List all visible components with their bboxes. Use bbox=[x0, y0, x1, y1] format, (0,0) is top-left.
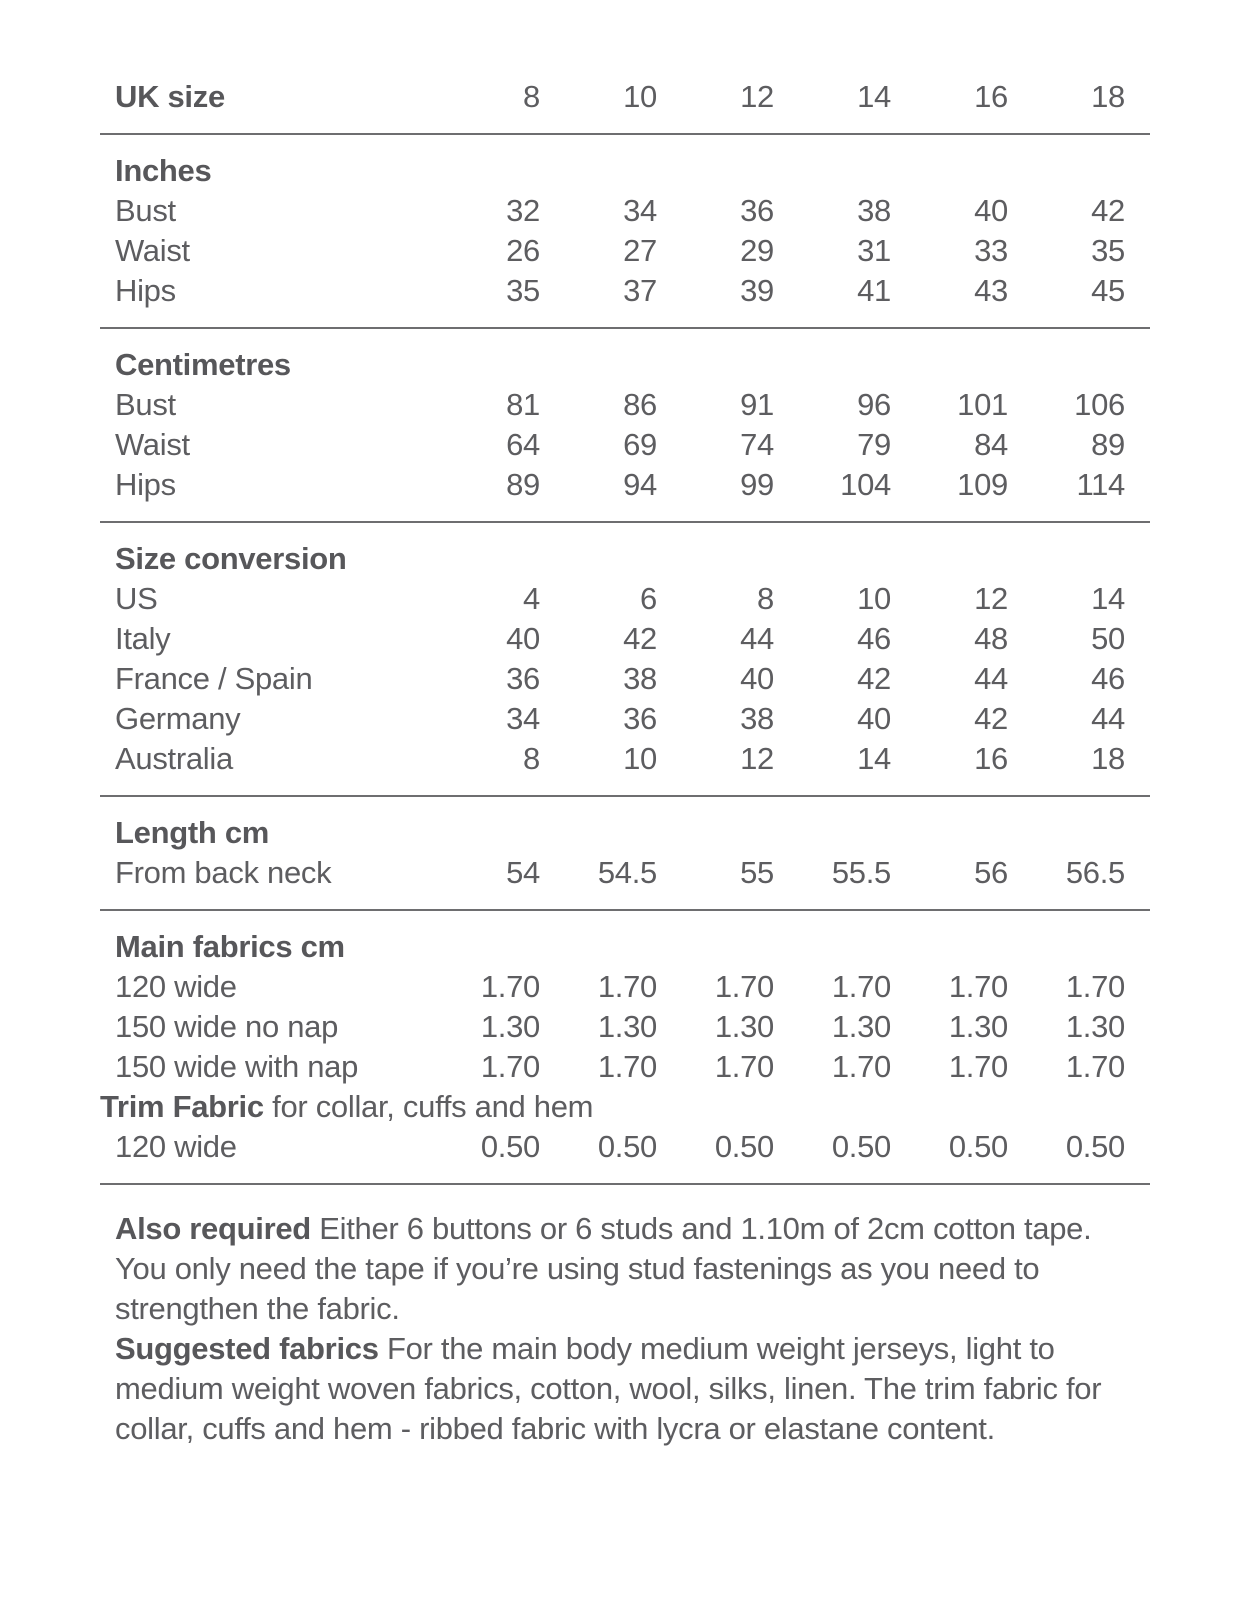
section-title-row bbox=[100, 151, 1150, 191]
cell-value: 81 bbox=[506, 387, 540, 422]
cell-value: 1.70 bbox=[714, 1049, 774, 1084]
row-label: Waist bbox=[115, 427, 190, 462]
cell-value: 39 bbox=[740, 273, 774, 308]
cell-value: 1.30 bbox=[831, 1009, 891, 1044]
cell-value: 14 bbox=[1091, 581, 1125, 616]
cell-value: 6 bbox=[640, 581, 657, 616]
cell-value: 1.70 bbox=[831, 969, 891, 1004]
cell-value: 10 bbox=[623, 741, 657, 776]
uk-size-header-row bbox=[100, 77, 1150, 117]
cell-value: 1.70 bbox=[597, 1049, 657, 1084]
uk-size-value: 10 bbox=[623, 79, 657, 114]
cell-value: 55 bbox=[740, 855, 774, 890]
cell-value: 1.70 bbox=[714, 969, 774, 1004]
cell-value: 26 bbox=[506, 233, 540, 268]
cell-value: 4 bbox=[523, 581, 540, 616]
table-row bbox=[100, 853, 1150, 893]
row-label: 120 wide bbox=[115, 1129, 237, 1164]
section-length-cm bbox=[100, 813, 1150, 893]
row-label: From back neck bbox=[115, 855, 332, 890]
cell-value: 1.30 bbox=[1065, 1009, 1125, 1044]
cell-value: 86 bbox=[623, 387, 657, 422]
row-label: Hips bbox=[115, 467, 176, 502]
uk-size-value: 16 bbox=[974, 79, 1008, 114]
cell-value: 94 bbox=[623, 467, 657, 502]
cell-value: 8 bbox=[523, 741, 540, 776]
table-row bbox=[100, 739, 1150, 779]
cell-value: 40 bbox=[974, 193, 1008, 228]
trim-fabric-note-row bbox=[100, 1087, 1150, 1127]
cell-value: 0.50 bbox=[948, 1129, 1008, 1164]
row-label: France / Spain bbox=[115, 661, 313, 696]
cell-value: 1.30 bbox=[948, 1009, 1008, 1044]
cell-value: 64 bbox=[506, 427, 540, 462]
table-row bbox=[100, 659, 1150, 699]
row-label: 150 wide with nap bbox=[115, 1049, 359, 1084]
table-row bbox=[100, 1047, 1150, 1087]
cell-value: 89 bbox=[1091, 427, 1125, 462]
table-row bbox=[100, 191, 1150, 231]
cell-value: 106 bbox=[1074, 387, 1125, 422]
cell-value: 42 bbox=[974, 701, 1008, 736]
cell-value: 45 bbox=[1091, 273, 1125, 308]
divider-rule bbox=[100, 133, 1150, 135]
cell-value: 56.5 bbox=[1065, 855, 1125, 890]
cell-value: 40 bbox=[857, 701, 891, 736]
table-row bbox=[100, 967, 1150, 1007]
row-label: 120 wide bbox=[115, 969, 237, 1004]
table-row bbox=[100, 1007, 1150, 1047]
cell-value: 31 bbox=[857, 233, 891, 268]
cell-value: 101 bbox=[957, 387, 1008, 422]
cell-value: 8 bbox=[757, 581, 774, 616]
section-title: Inches bbox=[115, 153, 212, 188]
cell-value: 55.5 bbox=[831, 855, 891, 890]
table-row bbox=[100, 385, 1150, 425]
divider-rule bbox=[100, 909, 1150, 911]
cell-value: 1.70 bbox=[948, 1049, 1008, 1084]
cell-value: 0.50 bbox=[714, 1129, 774, 1164]
section-main-fabrics-cm bbox=[100, 927, 1150, 1167]
cell-value: 79 bbox=[857, 427, 891, 462]
note-lead: Also required bbox=[115, 1211, 311, 1246]
row-label: Germany bbox=[115, 701, 241, 736]
cell-value: 38 bbox=[623, 661, 657, 696]
cell-value: 54.5 bbox=[597, 855, 657, 890]
cell-value: 1.70 bbox=[1065, 969, 1125, 1004]
cell-value: 36 bbox=[623, 701, 657, 736]
note-body: For the main body medium weight jerseys, light to medium weight woven fabrics, cotton, wool, silks, linen. The trim fabric for collar, cuffs and hem - ribbed fabric with lycra or elastane content. bbox=[115, 1331, 1102, 1446]
row-label: 150 wide no nap bbox=[115, 1009, 339, 1044]
section-title: Centimetres bbox=[115, 347, 291, 382]
cell-value: 0.50 bbox=[480, 1129, 540, 1164]
cell-value: 46 bbox=[857, 621, 891, 656]
uk-size-value: 18 bbox=[1091, 79, 1125, 114]
cell-value: 91 bbox=[740, 387, 774, 422]
divider-rule bbox=[100, 1183, 1150, 1185]
cell-value: 0.50 bbox=[1065, 1129, 1125, 1164]
section-inches bbox=[100, 151, 1150, 311]
table-row bbox=[100, 699, 1150, 739]
cell-value: 69 bbox=[623, 427, 657, 462]
note-lead: Suggested fabrics bbox=[115, 1331, 379, 1366]
cell-value: 16 bbox=[974, 741, 1008, 776]
cell-value: 36 bbox=[506, 661, 540, 696]
row-label: Bust bbox=[115, 387, 176, 422]
cell-value: 37 bbox=[623, 273, 657, 308]
note-paragraph-suggested-fabrics bbox=[115, 1329, 1120, 1449]
section-centimetres bbox=[100, 345, 1150, 505]
cell-value: 33 bbox=[974, 233, 1008, 268]
section-title: Length cm bbox=[115, 815, 270, 850]
cell-value: 38 bbox=[740, 701, 774, 736]
cell-value: 1.30 bbox=[480, 1009, 540, 1044]
uk-size-value: 14 bbox=[857, 79, 891, 114]
row-label: Australia bbox=[115, 741, 233, 776]
cell-value: 89 bbox=[506, 467, 540, 502]
cell-value: 27 bbox=[623, 233, 657, 268]
cell-value: 1.70 bbox=[1065, 1049, 1125, 1084]
row-label: US bbox=[115, 581, 158, 616]
cell-value: 74 bbox=[740, 427, 774, 462]
cell-value: 96 bbox=[857, 387, 891, 422]
table-row bbox=[100, 271, 1150, 311]
cell-value: 109 bbox=[957, 467, 1008, 502]
cell-value: 40 bbox=[740, 661, 774, 696]
cell-value: 42 bbox=[623, 621, 657, 656]
section-title: Size conversion bbox=[115, 541, 347, 576]
cell-value: 43 bbox=[974, 273, 1008, 308]
cell-value: 12 bbox=[974, 581, 1008, 616]
cell-value: 44 bbox=[1091, 701, 1125, 736]
cell-value: 54 bbox=[506, 855, 540, 890]
cell-value: 99 bbox=[740, 467, 774, 502]
cell-value: 32 bbox=[506, 193, 540, 228]
cell-value: 34 bbox=[623, 193, 657, 228]
row-label: Italy bbox=[115, 621, 171, 656]
cell-value: 14 bbox=[857, 741, 891, 776]
section-title-row bbox=[100, 345, 1150, 385]
cell-value: 1.70 bbox=[831, 1049, 891, 1084]
table-row bbox=[100, 1127, 1150, 1167]
cell-value: 35 bbox=[506, 273, 540, 308]
divider-rule bbox=[100, 521, 1150, 523]
cell-value: 48 bbox=[974, 621, 1008, 656]
uk-size-label: UK size bbox=[115, 79, 225, 114]
cell-value: 42 bbox=[857, 661, 891, 696]
cell-value: 38 bbox=[857, 193, 891, 228]
cell-value: 29 bbox=[740, 233, 774, 268]
divider-rule bbox=[100, 795, 1150, 797]
cell-value: 46 bbox=[1091, 661, 1125, 696]
cell-value: 41 bbox=[857, 273, 891, 308]
cell-value: 34 bbox=[506, 701, 540, 736]
cell-value: 50 bbox=[1091, 621, 1125, 656]
table-row bbox=[100, 465, 1150, 505]
cell-value: 1.30 bbox=[597, 1009, 657, 1044]
cell-value: 40 bbox=[506, 621, 540, 656]
table-sections bbox=[100, 151, 1150, 1185]
cell-value: 44 bbox=[974, 661, 1008, 696]
section-title-row bbox=[100, 927, 1150, 967]
row-label: Hips bbox=[115, 273, 176, 308]
cell-value: 1.30 bbox=[714, 1009, 774, 1044]
cell-value: 1.70 bbox=[480, 1049, 540, 1084]
note-paragraph-also-required bbox=[115, 1209, 1120, 1329]
table-row bbox=[100, 231, 1150, 271]
uk-size-value: 8 bbox=[523, 79, 540, 114]
cell-value: 0.50 bbox=[597, 1129, 657, 1164]
trim-fabric-label: Trim Fabric bbox=[100, 1089, 264, 1124]
trim-fabric-text: for collar, cuffs and hem bbox=[272, 1089, 594, 1124]
cell-value: 1.70 bbox=[597, 969, 657, 1004]
section-title-row bbox=[100, 539, 1150, 579]
cell-value: 104 bbox=[840, 467, 891, 502]
section-title: Main fabrics cm bbox=[115, 929, 345, 964]
row-label: Waist bbox=[115, 233, 190, 268]
cell-value: 18 bbox=[1091, 741, 1125, 776]
notes-paragraphs bbox=[115, 1209, 1120, 1449]
row-label: Bust bbox=[115, 193, 176, 228]
cell-value: 42 bbox=[1091, 193, 1125, 228]
cell-value: 114 bbox=[1076, 467, 1125, 502]
cell-value: 1.70 bbox=[480, 969, 540, 1004]
section-size-conversion bbox=[100, 539, 1150, 779]
cell-value: 12 bbox=[740, 741, 774, 776]
cell-value: 56 bbox=[974, 855, 1008, 890]
table-row bbox=[100, 425, 1150, 465]
divider-rule bbox=[100, 327, 1150, 329]
cell-value: 44 bbox=[740, 621, 774, 656]
cell-value: 36 bbox=[740, 193, 774, 228]
cell-value: 10 bbox=[857, 581, 891, 616]
cell-value: 35 bbox=[1091, 233, 1125, 268]
table-row bbox=[100, 579, 1150, 619]
cell-value: 0.50 bbox=[831, 1129, 891, 1164]
section-title-row bbox=[100, 813, 1150, 853]
cell-value: 1.70 bbox=[948, 969, 1008, 1004]
note-body: Either 6 buttons or 6 studs and 1.10m of 2cm cotton tape. You only need the tape if you’re using stud fastenings as you need to strengthen the fabric. bbox=[115, 1211, 1092, 1326]
table-row bbox=[100, 619, 1150, 659]
cell-value: 84 bbox=[974, 427, 1008, 462]
uk-size-value: 12 bbox=[740, 79, 774, 114]
size-table bbox=[100, 77, 1150, 1185]
